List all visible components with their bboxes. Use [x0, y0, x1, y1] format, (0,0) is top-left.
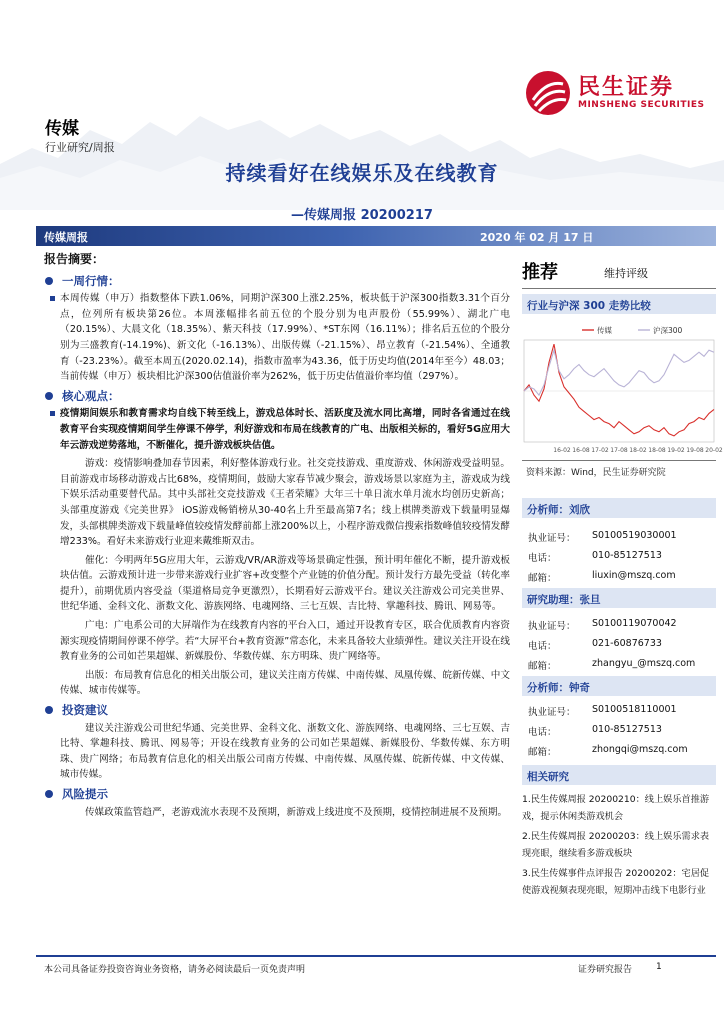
analyst-role: 分析师：刘欣: [527, 504, 590, 516]
brand-name-en: MINSHENG SECURITIES: [578, 100, 705, 110]
related-list: [522, 792, 716, 903]
x-tick-label: 16-02: [553, 447, 571, 454]
analyst-tel: 010-85127513: [592, 550, 662, 561]
divider: [522, 288, 716, 289]
section-core-title: 核心观点：: [44, 389, 510, 405]
core-paragraph-broadcast: 广电：广电系公司的大屏端作为在线教育内容的平台入口，通过开设教育专区，联合优质教育内容资源实现疫情期间停课不停学。若“大屏平台+教育资源”常态化，未来具备较大业绩弹性。建议关注开设在线教育业务的公司如芒果超媒、新媒股份、华数传媒、东方明珠、贵广网络等。: [60, 620, 510, 663]
related-item[interactable]: 2.民生传媒周报 20200203：线上娱乐需求表现亮眼，继续看多游戏板块: [522, 831, 710, 859]
core-bullet: 疫情期间娱乐和教育需求均自线下转至线上，游戏总体时长、活跃度及流水同比高增，同时各省通过在线教育平台实现疫情期间学生停课不停学，利好游戏和布局在线教育的广电、出版相关标的，看好5G应用大年云游戏逆势落地，不断催化，提升游戏板块估值。: [44, 406, 510, 453]
footer-label: 证券研究报告: [578, 965, 633, 975]
chart-title: 行业与沪深 300 走势比较: [527, 300, 651, 312]
analyst-mail[interactable]: liuxin@mszq.com: [592, 570, 676, 581]
x-tick-label: 18-02: [629, 447, 647, 454]
analyst-cert-label: 执业证号：: [528, 533, 576, 544]
footer-disclaimer: 本公司具备证券投资咨询业务资格，请务必阅读最后一页免责声明: [44, 965, 306, 975]
summary-column: [44, 252, 510, 823]
analyst-cert-label: 执业证号：: [528, 707, 576, 718]
analyst-cert: S0100518110001: [592, 704, 677, 715]
series-line-0: [524, 344, 714, 436]
rating-label: 推荐: [522, 262, 558, 283]
legend-label-hs300: 沪深300: [653, 326, 683, 335]
x-tick-label: 19-02: [667, 447, 685, 454]
footer-rule: [36, 955, 716, 957]
analyst-cert-label: 执业证号：: [528, 621, 576, 632]
analyst-mail-label: 邮箱：: [528, 661, 557, 672]
analyst-mail-label: 邮箱：: [528, 573, 557, 584]
x-tick-label: 19-08: [686, 447, 704, 454]
report-subtitle: —传媒周报 20200217: [291, 208, 433, 223]
related-item[interactable]: 3.民生传媒事件点评报告 20200202：宅居促使游戏视频表现亮眼，短期冲击线下电影行业: [522, 868, 710, 896]
industry-label: 传媒: [45, 119, 79, 139]
analyst-tel-label: 电话：: [528, 553, 557, 564]
analyst-role: 研究助理：张旦: [527, 594, 601, 606]
header-bar: [36, 226, 716, 246]
risk-paragraph: 传媒政策监管趋严，老游戏流水表现不及预期，新游戏上线进度不及预期，疫情控制进展不及预期。: [84, 806, 508, 818]
analyst-cert: S0100119070042: [592, 618, 677, 629]
summary-heading: 报告摘要：: [44, 252, 105, 266]
x-tick-label: 17-08: [610, 447, 628, 454]
x-tick-label: 17-02: [591, 447, 609, 454]
divider: [522, 460, 716, 461]
x-tick-label: 16-08: [572, 447, 590, 454]
chart-source: 资料来源：Wind，民生证券研究院: [526, 468, 666, 478]
analyst-mail[interactable]: zhongqi@mszq.com: [592, 744, 688, 755]
header-bar-date: 2020 年 02 月 17 日: [480, 231, 594, 244]
market-bullet: 本周传媒（申万）指数整体下跌1.06%，同期沪深300上涨2.25%，板块低于沪深300指数3.31个百分点，位列所有板块第26位。本周涨幅排名前五位的个股分别为电声股份（55.99%）、湖北广电（20.15%）、大晨文化（18.35%）、紫天科技（17.99%）、*ST东网（16.11%）；排名后五位的个股分别为三盛教育(-14.19%)、新文化（-16.13%）、出版传媒（-21.15%）、昂立教育（-21.54%）、全通教育（-23.23%）。截至本周五(2020.02.14)，指数市盈率为43.36，低于历史均值(2014年至今）48.03；当前传媒（申万）板块相比沪深300估值溢价率为262%，低于历史估值溢价率均值（297%）。: [44, 291, 510, 385]
core-paragraph-games: 游戏：疫情影响叠加春节因素，利好整体游戏行业。社交竞技游戏、重度游戏、休闲游戏受益明显。目前游戏市场移动游戏占比68%，疫情期间，鼓励大家春节减少聚会，游戏场景以家庭为主，游戏成为线下娱乐活动重要替代品。其中头部社交竞技游戏《王者荣耀》大年三十单日流水单月流水均创历史新高；头部重度游戏《完美世界》 iOS游戏畅销榜从30-40名上升至最高第7名；线上棋牌类游戏下载量明显爆发，头部棋牌类游戏下载量峰值较疫情发酵前都上涨200%以上，小程序游戏微信搜索指数峰值较疫情发酵增233%。看好未来游戏行业迎来戴维斯双击。: [60, 458, 510, 548]
analyst-tel-label: 电话：: [528, 727, 557, 738]
page-number: 1: [656, 962, 662, 972]
trend-chart: [520, 318, 723, 458]
core-paragraph-catalyst: 催化：今明两年5G应用大年，云游戏/VR/AR游戏等场景确定性强，预计明年催化不断，提升游戏板块估值。云游戏预计进一步带来游戏行业扩容+改变整个产业链的价值分配。预计发行方最先受益（转化率提升），前期优质内容受益（渠道格局竞争更激烈），长期看好云游戏平台。建议关注游戏公司完美世界、世纪华通、金科文化、浙数文化、游族网络、电魂网络、三七互娱、吉比特、掌趣科技、腾讯、网易等。: [60, 554, 510, 613]
analyst-tel-label: 电话：: [528, 641, 557, 652]
section-market-title: 一周行情：: [44, 274, 510, 290]
series-line-1: [524, 350, 714, 395]
analyst-cert: S0100519030001: [592, 530, 677, 541]
report-title: 持续看好在线娱乐及在线教育: [225, 161, 499, 185]
rating-action: 维持评级: [604, 267, 648, 280]
legend-label-media: 传媒: [597, 326, 612, 335]
report-type: 行业研究/周报: [45, 141, 115, 154]
core-paragraph-publishing: 出版：布局教育信息化的相关出版公司，建议关注南方传媒、中南传媒、凤凰传媒、皖新传媒、中文传媒、城市传媒等。: [60, 669, 510, 697]
analyst-tel: 010-85127513: [592, 724, 662, 735]
analyst-mail-label: 邮箱：: [528, 747, 557, 758]
section-invest-title: 投资建议: [44, 703, 510, 719]
analyst-tel: 021-60876733: [592, 638, 662, 649]
related-item[interactable]: 1.民生传媒周报 20200210：线上娱乐首推游戏，提示休闲类游戏机会: [522, 794, 710, 822]
related-heading: 相关研究: [527, 771, 569, 783]
x-tick-label: 20-02: [705, 447, 723, 454]
x-tick-label: 18-08: [648, 447, 666, 454]
section-risk-title: 风险提示: [44, 787, 510, 803]
header-bar-series: 传媒周报: [44, 231, 88, 244]
analyst-mail[interactable]: zhangyu_@mszq.com: [592, 658, 696, 669]
brand-logo-icon: [525, 70, 571, 116]
brand-name: 民生证券: [578, 75, 675, 100]
invest-paragraph: 建议关注游戏公司世纪华通、完美世界、金科文化、浙数文化、游族网络、电魂网络、三七互娱、吉比特、掌趣科技、腾讯、网易等；开设在线教育业务的公司如芒果超媒、新媒股份、华数传媒、东方明珠、贵广网络；布局教育信息化的相关出版公司南方传媒、中南传媒、凤凰传媒、皖新传媒、中文传媒、城市传媒。: [60, 722, 510, 781]
analyst-role: 分析师：钟奇: [527, 682, 590, 694]
